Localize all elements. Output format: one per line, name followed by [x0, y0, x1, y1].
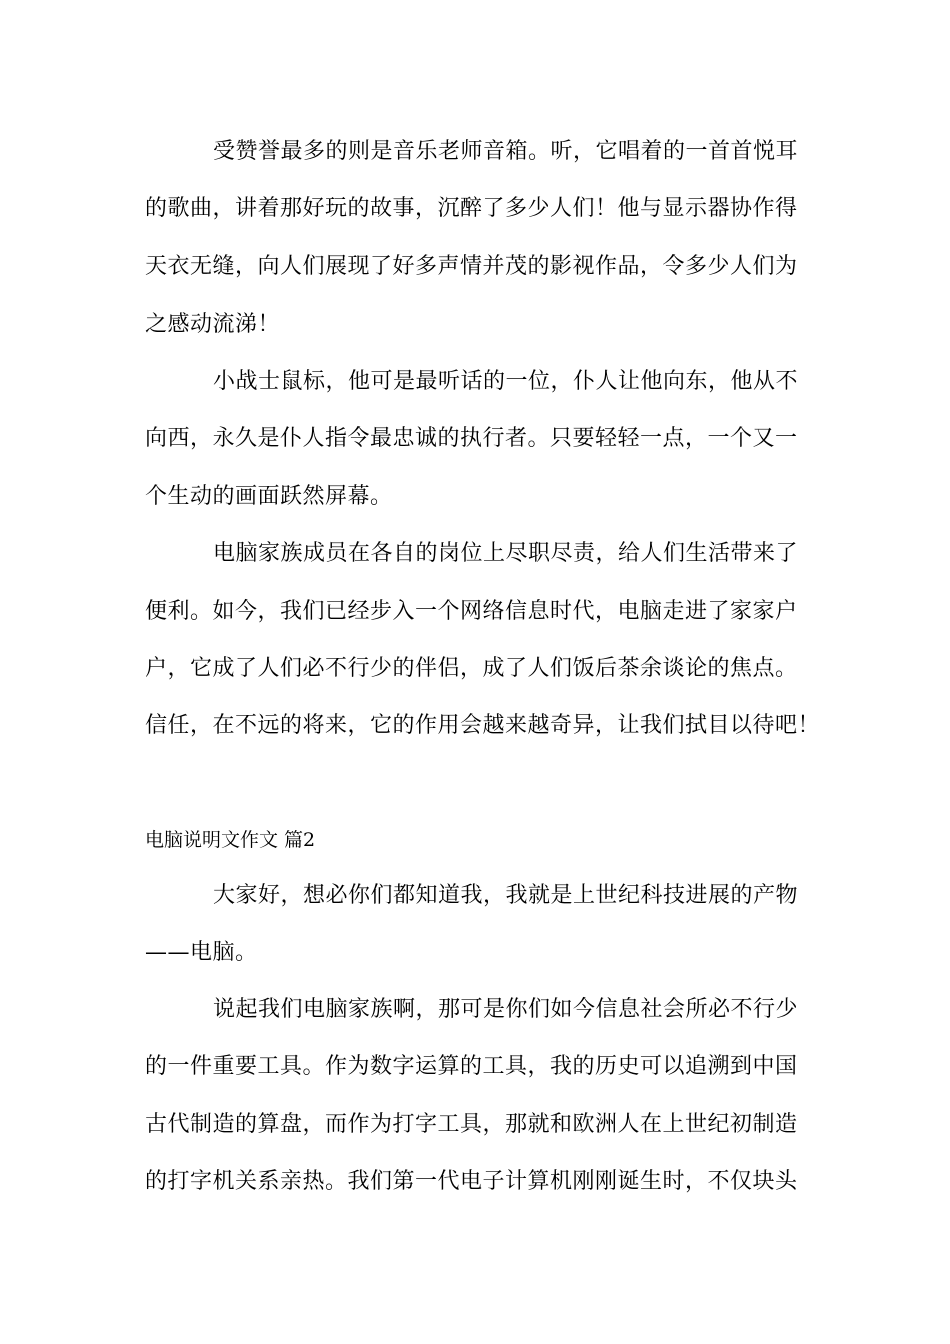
paragraph-5-line-1: 说起我们电脑家族啊，那可是你们如今信息社会所必不行少	[213, 997, 799, 1022]
paragraph-4-line-1: 大家好，想必你们都知道我，我就是上世纪科技进展的产物	[213, 883, 799, 908]
paragraph-1-line-4: 之感动流涕！	[145, 312, 281, 337]
paragraph-3-line-2: 便利。如今，我们已经步入一个网络信息时代，电脑走进了家家户	[145, 599, 798, 624]
paragraph-1-line-3: 天衣无缝，向人们展现了好多声情并茂的影视作品，令多少人们为	[145, 254, 798, 279]
paragraph-2-line-3: 个生动的画面跃然屏幕。	[145, 484, 393, 509]
paragraph-5-line-2: 的一件重要工具。作为数字运算的工具，我的历史可以追溯到中国	[145, 1054, 798, 1079]
paragraph-3-line-1: 电脑家族成员在各自的岗位上尽职尽责，给人们生活带来了	[213, 541, 799, 566]
paragraph-3-line-4: 信任，在不远的将来，它的作用会越来越奇异，让我们拭目以待吧！	[145, 713, 821, 738]
paragraph-3-line-3: 户，它成了人们必不行少的伴侣，成了人们饭后茶余谈论的焦点。	[145, 656, 798, 681]
paragraph-2-line-1: 小战士鼠标，他可是最听话的一位，仆人让他向东，他从不	[213, 369, 799, 394]
paragraph-5-line-4: 的打字机关系亲热。我们第一代电子计算机刚刚诞生时，不仅块头	[145, 1169, 798, 1194]
paragraph-4-line-2: ——电脑。	[145, 940, 258, 965]
section-heading: 电脑说明文作文 篇2	[145, 829, 316, 851]
paragraph-1-line-1: 受赞誉最多的则是音乐老师音箱。听，它唱着的一首首悦耳	[213, 139, 799, 164]
paragraph-5-line-3: 古代制造的算盘，而作为打字工具，那就和欧洲人在上世纪初制造	[145, 1112, 798, 1137]
paragraph-2-line-2: 向西，永久是仆人指令最忠诚的执行者。只要轻轻一点，一个又一	[145, 426, 798, 451]
paragraph-1-line-2: 的歌曲，讲着那好玩的故事，沉醉了多少人们！他与显示器协作得	[145, 196, 798, 221]
